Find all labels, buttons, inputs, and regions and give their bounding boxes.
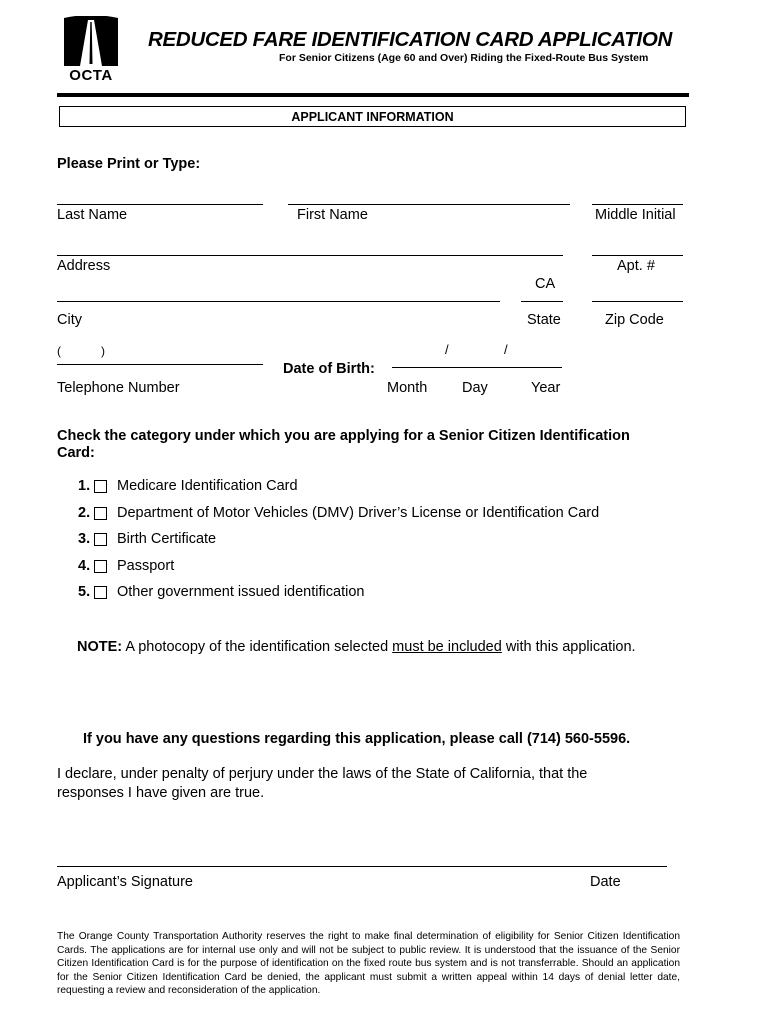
option-label: Department of Motor Vehicles (DMV) Driver’s License or Identification Card [117, 505, 600, 521]
telephone-field[interactable] [57, 364, 263, 365]
dob-year-label: Year [531, 380, 561, 396]
last-name-field[interactable] [57, 204, 263, 205]
dob-separator-1: / [445, 342, 449, 357]
zip-label: Zip Code [605, 312, 664, 328]
middle-initial-label: Middle Initial [595, 207, 676, 223]
address-label: Address [57, 258, 111, 274]
checkbox[interactable] [94, 560, 107, 573]
note-underlined: must be included [392, 639, 502, 655]
checkbox[interactable] [94, 533, 107, 546]
middle-initial-field[interactable] [592, 204, 683, 205]
option-number: 5. [78, 584, 91, 600]
category-prompt-line2: Card: [57, 445, 95, 461]
note-text-after: with this application. [501, 639, 636, 655]
checkbox[interactable] [94, 586, 107, 599]
zip-field[interactable] [592, 301, 683, 302]
state-label: State [527, 312, 561, 328]
questions-text: If you have any questions regarding this application, please call (714) 560-5596. [83, 731, 631, 747]
note-text [77, 639, 636, 655]
option-label: Passport [117, 558, 175, 574]
address-field[interactable] [57, 255, 563, 256]
category-option-2[interactable] [78, 505, 599, 521]
dob-field[interactable] [392, 367, 562, 368]
option-number: 2. [78, 505, 91, 521]
footer-disclaimer: The Orange County Transportation Authority reserves the right to make final determination of eligibility for Senior Citizen Identification Cards. The applications are for internal use only and will not be subject to public review. It is understood that the issuance of the Senior Citizen Identification Card is for the purpose of identification on the fixed route bus system and is not transferrable. Should an application for the Senior Citizen Identification Card be denied, the applicant must submit a written appeal within 14 days of denial letter date, requesting a review and reconsideration of the application. [57, 931, 680, 997]
telephone-label: Telephone Number [57, 380, 180, 396]
section-title: APPLICANT INFORMATION [59, 106, 686, 127]
declaration-line2: responses I have given are true. [57, 785, 265, 801]
option-number: 3. [78, 531, 91, 547]
option-number: 4. [78, 558, 91, 574]
last-name-label: Last Name [57, 207, 128, 223]
logo-text: OCTA [69, 67, 113, 84]
state-value: CA [535, 276, 556, 292]
category-option-3[interactable] [78, 531, 216, 547]
page-title: REDUCED FARE IDENTIFICATION CARD APPLICATION [148, 28, 672, 51]
dob-month-label: Month [387, 380, 428, 396]
dob-day-label: Day [462, 380, 488, 396]
apt-field[interactable] [592, 255, 683, 256]
first-name-label: First Name [297, 207, 368, 223]
option-label: Birth Certificate [117, 531, 217, 547]
signature-date-label: Date [590, 874, 621, 890]
city-field[interactable] [57, 301, 500, 302]
option-number: 1. [78, 478, 91, 494]
octa-logo [62, 16, 120, 84]
category-prompt-line1: Check the category under which you are applying for a Senior Citizen Identification [57, 428, 630, 444]
octa-road-logo-icon [62, 16, 120, 68]
state-field[interactable] [521, 301, 563, 302]
category-option-1[interactable] [78, 478, 298, 494]
apt-label: Apt. # [617, 258, 655, 274]
category-option-5[interactable] [78, 584, 364, 600]
page-subtitle: For Senior Citizens (Age 60 and Over) Riding the Fixed-Route Bus System [279, 52, 649, 64]
first-name-field[interactable] [288, 204, 570, 205]
note-text-before: A photocopy of the identification selected [122, 639, 393, 655]
option-label: Other government issued identification [117, 584, 365, 600]
note-label: NOTE: [77, 639, 123, 655]
instruction-text: Please Print or Type: [57, 156, 201, 172]
declaration-line1: I declare, under penalty of perjury under the laws of the State of California, that the [57, 766, 588, 782]
city-label: City [57, 312, 82, 328]
category-option-4[interactable] [78, 558, 174, 574]
checkbox[interactable] [94, 480, 107, 493]
header-rule [57, 93, 689, 97]
phone-paren-open: ( [57, 344, 61, 358]
signature-label: Applicant’s Signature [57, 874, 193, 890]
signature-field[interactable] [57, 866, 667, 867]
phone-paren-close: ) [101, 344, 105, 358]
dob-label: Date of Birth: [283, 361, 375, 377]
dob-separator-2: / [504, 342, 508, 357]
option-label: Medicare Identification Card [117, 478, 298, 494]
checkbox[interactable] [94, 507, 107, 520]
